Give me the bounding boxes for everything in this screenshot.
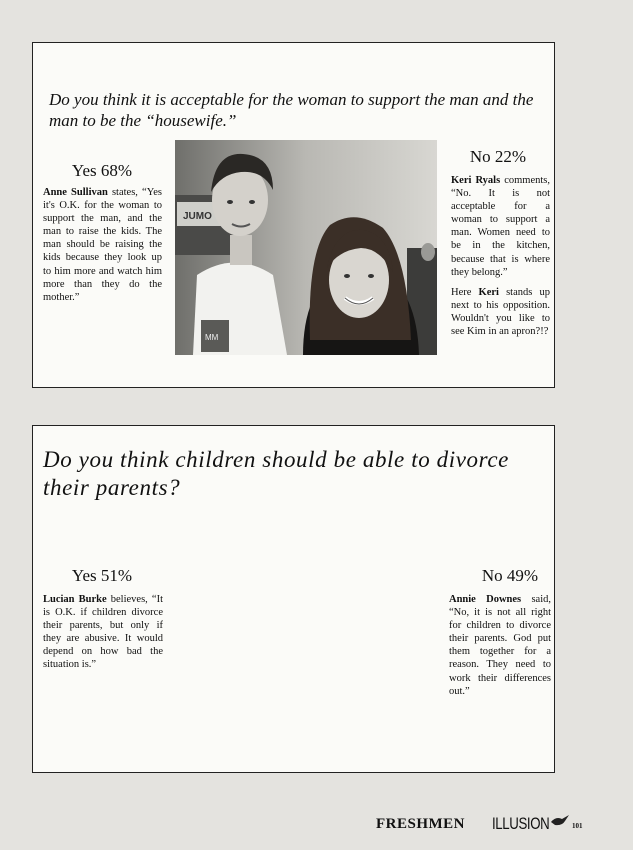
caption-name: Keri — [478, 287, 499, 298]
yes-response — [43, 593, 163, 672]
page-number: 101 — [572, 822, 583, 830]
respondent-name: Lucian Burke — [43, 594, 107, 605]
photo — [175, 140, 437, 355]
question-divorce: Do you think children should be able to divorce their parents? — [43, 447, 509, 500]
response-text: believes, “It is O.K. if children divorce their parents, but only if they are abusive. It would depend on how bad the situation is.” — [43, 594, 163, 671]
yes-heading: Yes 68% — [71, 161, 133, 180]
question-housewife: Do you think it is acceptable for the woman to support the man and the man to be the “housewife.” — [49, 90, 534, 130]
photo-caption — [451, 286, 550, 338]
shirt-print-text: MM — [205, 333, 219, 342]
yes-heading: Yes 51% — [71, 566, 133, 585]
respondent-name: Keri Ryals — [451, 175, 501, 186]
response-text: said, “No, it is not all right for children to divorce their parents. God put them together for a reason. They need to work their differences out.” — [449, 594, 551, 697]
caption-text: Here — [451, 287, 479, 298]
section-label: FRESHMEN — [376, 816, 466, 832]
no-response — [449, 593, 551, 698]
no-heading: No 49% — [481, 566, 539, 585]
response-text: comments, “No. It is not acceptable for a woman to support a man. Women need to be in the kitchen, because that is where they belong.” — [451, 175, 550, 278]
no-heading: No 22% — [469, 147, 527, 166]
no-response — [451, 174, 550, 279]
question-box-housewife — [32, 42, 555, 388]
caption-text: stands up next to his opposition. Wouldn't you like to see Kim in an apron?!? — [451, 287, 550, 338]
question-box-divorce — [32, 425, 555, 773]
bird-logo-icon — [550, 814, 570, 828]
respondent-name: Annie Downes — [449, 594, 522, 605]
respondent-name: Anne Sullivan — [43, 187, 108, 198]
yearbook-brand: ILLUSION — [492, 814, 550, 833]
background-sign-text: JUMO — [183, 211, 212, 222]
yes-response — [43, 186, 162, 304]
students-photo — [175, 140, 437, 355]
response-text: states, “Yes it's O.K. for the woman to support the man, and the man to raise the kids. The man should be raising the kids because they look up to him more and watch him more than they do the mother.” — [43, 187, 162, 303]
